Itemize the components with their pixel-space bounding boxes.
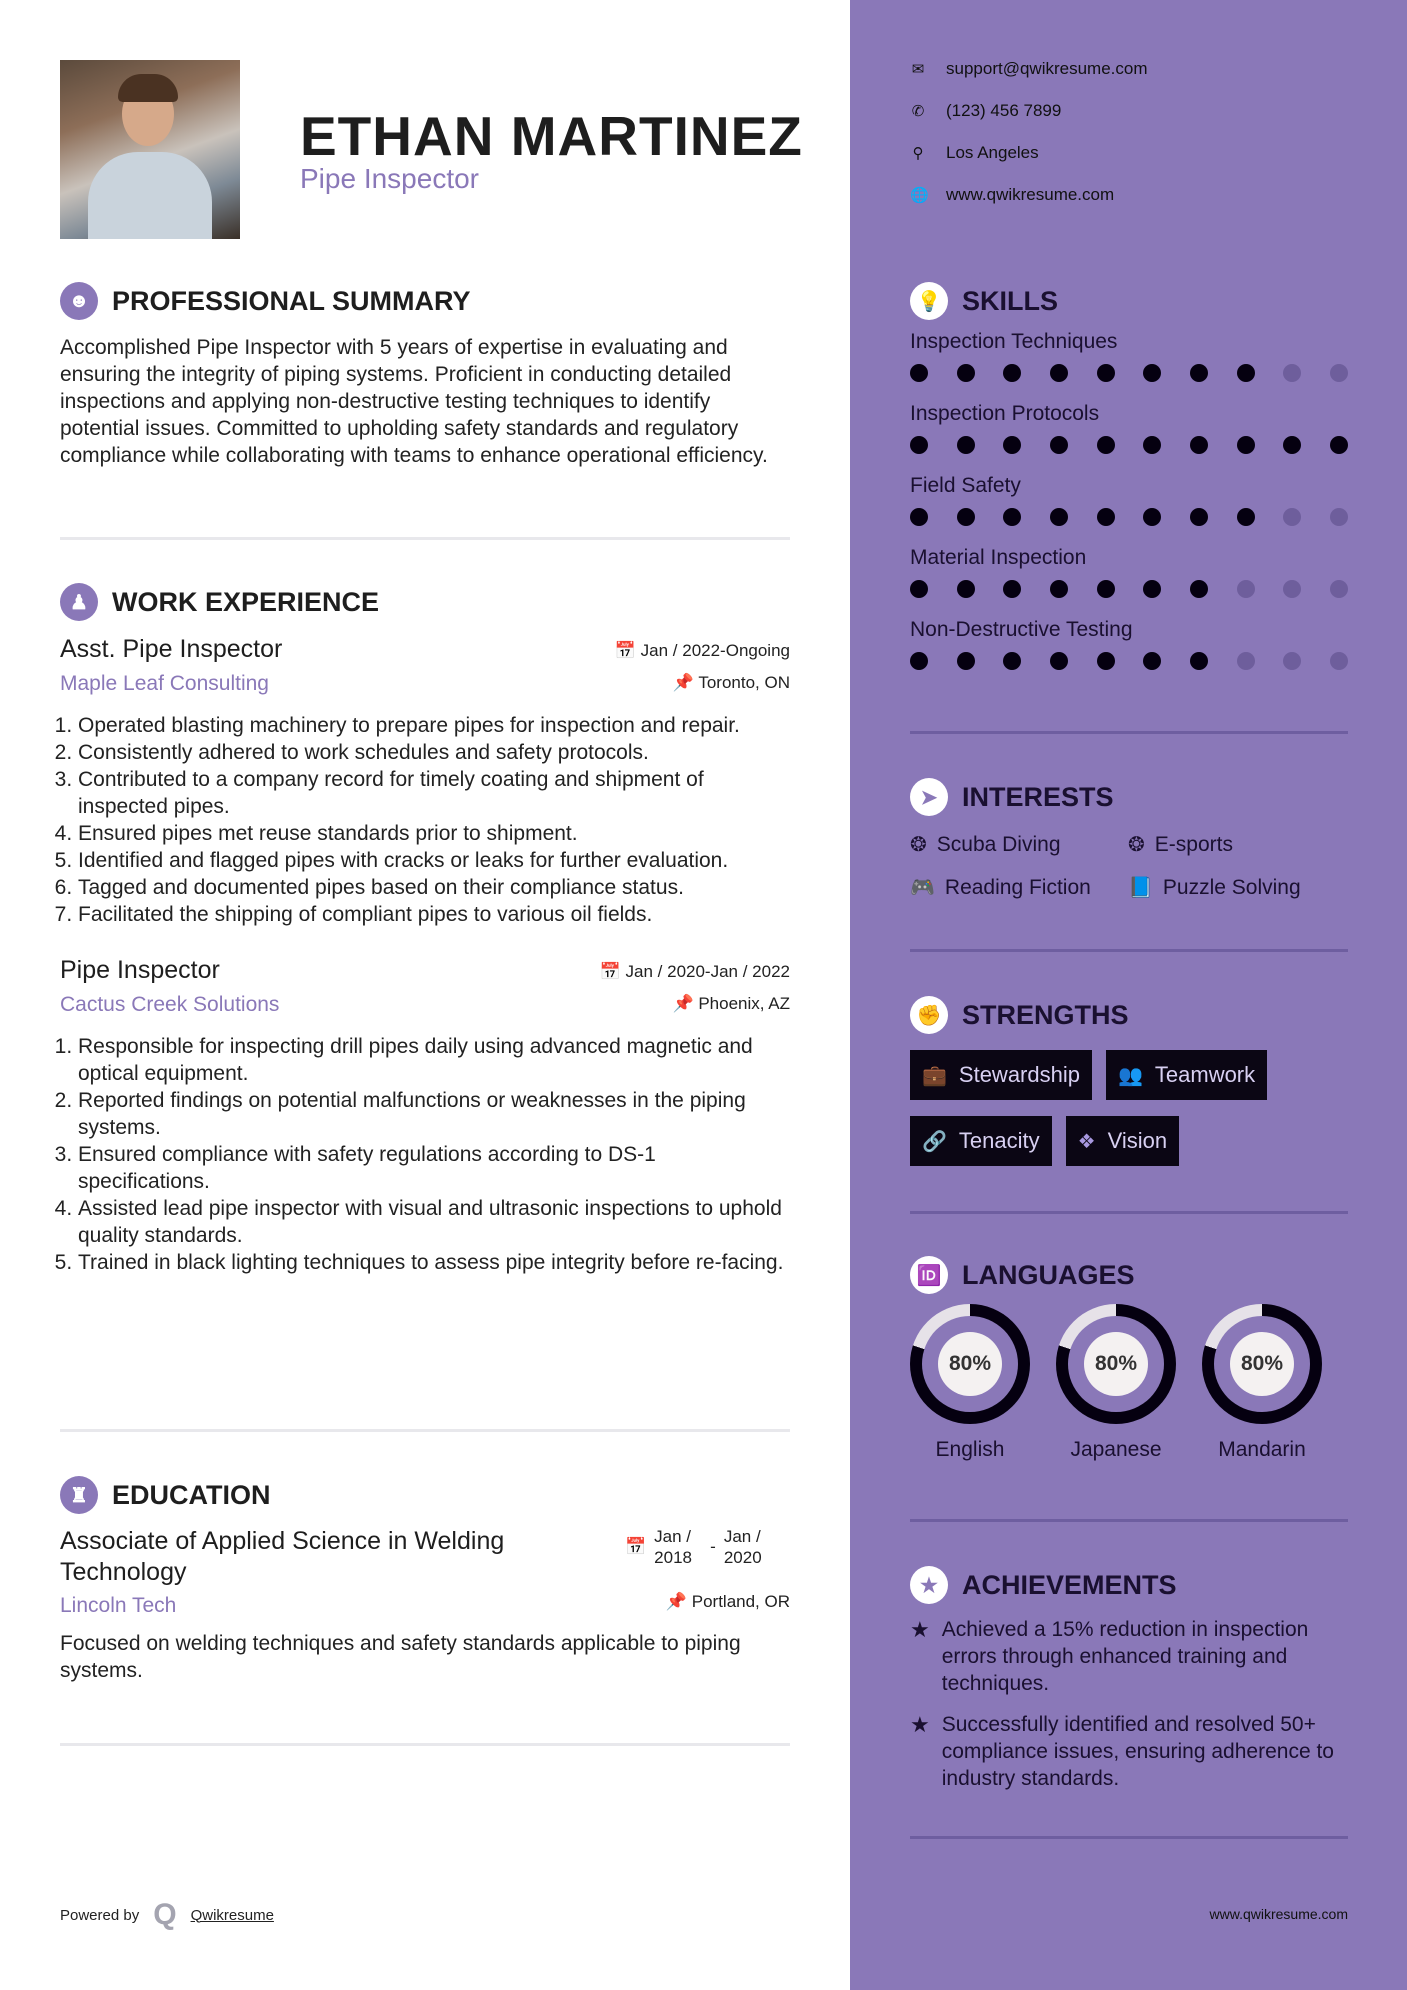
rating-dot-filled xyxy=(1237,364,1255,382)
experience-section xyxy=(60,583,790,1276)
job-location xyxy=(672,994,790,1014)
footer-url[interactable]: www.qwikresume.com xyxy=(1209,1906,1348,1922)
rating-dot-filled xyxy=(1003,508,1021,526)
language-name: Mandarin xyxy=(1218,1438,1306,1461)
star-icon: ★ xyxy=(910,1566,948,1604)
job-title: Asst. Pipe Inspector xyxy=(60,635,283,663)
divider xyxy=(910,1211,1348,1214)
bullet-item: 1. Responsible for inspecting drill pipes daily using advanced magnetic and optical equipment. xyxy=(78,1033,790,1087)
skill-name: Inspection Protocols xyxy=(910,402,1100,425)
language-name: English xyxy=(935,1438,1005,1461)
bullet-item: 5. Identified and flagged pipes with cracks or leaks for further evaluation. xyxy=(78,847,790,874)
dates-text: Jan / 2020-Jan / 2022 xyxy=(625,962,790,981)
profile-photo xyxy=(60,60,240,239)
contact-website[interactable] xyxy=(910,183,1148,207)
language-donut xyxy=(910,1304,1030,1424)
strengths-section xyxy=(910,996,1370,1166)
interest-item xyxy=(1128,875,1348,900)
rating-dot-filled xyxy=(957,364,975,382)
start-date: Jan / 2018 xyxy=(654,1527,692,1567)
strength-label: Tenacity xyxy=(958,1128,1040,1153)
rating-dot-filled xyxy=(957,580,975,598)
job-dates xyxy=(600,962,790,982)
contact-list xyxy=(910,57,1148,207)
candidate-title: Pipe Inspector xyxy=(300,163,479,194)
rating-dot-empty xyxy=(1330,580,1348,598)
qwikresume-logo: Q xyxy=(153,1898,177,1931)
email-text: support@qwikresume.com xyxy=(946,59,1148,78)
interests-section xyxy=(910,778,1370,900)
language-donut xyxy=(1056,1304,1176,1424)
lightbulb-icon: 💡 xyxy=(910,282,948,320)
achievement-text: Achieved a 15% reduction in inspection errors through enhanced training and techniques. xyxy=(941,1618,1309,1695)
rating-dot-filled xyxy=(1003,652,1021,670)
languages-section xyxy=(910,1256,1370,1462)
divider xyxy=(910,1836,1348,1839)
divider xyxy=(910,731,1348,734)
rating-dot-filled xyxy=(1097,436,1115,454)
shooting-star-icon: ★ xyxy=(910,1712,930,1737)
bullet-item: 7. Facilitated the shipping of compliant pipes to various oil fields. xyxy=(78,901,790,928)
bullet-item: 4. Ensured pipes met reuse standards prior to shipment. xyxy=(78,820,790,847)
skill-rating xyxy=(910,652,1348,670)
company-name: Maple Leaf Consulting xyxy=(60,672,269,695)
section-heading: LANGUAGES xyxy=(962,1259,1135,1290)
language-percent: 80% xyxy=(938,1332,1002,1396)
job-entry xyxy=(60,956,790,1276)
globe-icon: 🌐 xyxy=(910,187,929,204)
rating-dot-filled xyxy=(1003,364,1021,382)
rating-dot-empty xyxy=(1330,364,1348,382)
skill-rating xyxy=(910,580,1348,598)
rating-dot-filled xyxy=(1283,436,1301,454)
strength-chip xyxy=(1106,1050,1267,1100)
divider xyxy=(60,1743,790,1746)
language-donut xyxy=(1202,1304,1322,1424)
website-text: www.qwikresume.com xyxy=(946,185,1115,204)
section-heading: INTERESTS xyxy=(962,781,1114,812)
skill-name: Material Inspection xyxy=(910,546,1087,569)
rating-dot-filled xyxy=(1237,436,1255,454)
calendar-icon: 📅 xyxy=(625,1537,647,1556)
skill-item xyxy=(910,330,1348,382)
rating-dot-empty xyxy=(1237,652,1255,670)
skill-name: Inspection Techniques xyxy=(910,330,1118,353)
interest-item xyxy=(1128,832,1348,857)
briefcase-icon: 💼 xyxy=(922,1064,947,1087)
contact-location xyxy=(910,141,1148,165)
rating-dot-filled xyxy=(1097,580,1115,598)
degree: Associate of Applied Science in Welding Technology xyxy=(60,1527,505,1586)
language-percent: 80% xyxy=(1230,1332,1294,1396)
interest-label: Puzzle Solving xyxy=(1162,875,1301,899)
language-percent: 80% xyxy=(1084,1332,1148,1396)
rating-dot-filled xyxy=(1143,580,1161,598)
rating-dot-filled xyxy=(910,508,928,526)
bullet-item: 6. Tagged and documented pipes based on their compliance status. xyxy=(78,874,790,901)
rating-dot-filled xyxy=(1097,364,1115,382)
skill-item xyxy=(910,402,1348,454)
rating-dot-empty xyxy=(1283,364,1301,382)
user-icon: ☻ xyxy=(60,282,98,320)
phone-icon: ✆ xyxy=(911,103,925,120)
section-heading: EDUCATION xyxy=(112,1479,271,1510)
rating-dot-filled xyxy=(910,364,928,382)
strength-chip xyxy=(910,1116,1052,1166)
language-item xyxy=(1056,1304,1176,1462)
phone-text: (123) 456 7899 xyxy=(946,101,1062,120)
language-name: Japanese xyxy=(1070,1438,1162,1461)
candidate-name: ETHAN MARTINEZ xyxy=(300,105,803,167)
pin-icon: 📌 xyxy=(672,673,699,692)
link-icon: 🔗 xyxy=(922,1130,947,1153)
strength-chip xyxy=(910,1050,1092,1100)
sidebar xyxy=(850,0,1407,1990)
strength-chip xyxy=(1066,1116,1179,1166)
rating-dot-filled xyxy=(1050,364,1068,382)
location-text: Los Angeles xyxy=(946,143,1039,162)
book-icon: 📘 xyxy=(1128,877,1153,899)
achievement-item xyxy=(910,1616,1350,1697)
users-icon: 👥 xyxy=(1117,1064,1143,1087)
rating-dot-filled xyxy=(1190,580,1208,598)
education-section xyxy=(60,1476,790,1684)
shooting-star-icon: ★ xyxy=(910,1617,930,1642)
interest-label: Scuba Diving xyxy=(936,832,1061,856)
rating-dot-filled xyxy=(957,436,975,454)
qwikresume-link[interactable]: Qwikresume xyxy=(190,1906,274,1924)
rating-dot-filled xyxy=(1097,508,1115,526)
rating-dot-filled xyxy=(1050,508,1068,526)
calendar-icon: 📅 xyxy=(599,962,626,981)
rating-dot-empty xyxy=(1283,652,1301,670)
rating-dot-filled xyxy=(957,652,975,670)
interest-label: E-sports xyxy=(1154,832,1233,856)
company-name: Cactus Creek Solutions xyxy=(60,993,280,1016)
rating-dot-empty xyxy=(1283,580,1301,598)
rating-dot-filled xyxy=(910,652,928,670)
skill-rating xyxy=(910,436,1348,454)
binoculars-icon: ❖ xyxy=(1077,1130,1096,1153)
rating-dot-filled xyxy=(1190,652,1208,670)
rating-dot-empty xyxy=(1330,508,1348,526)
rating-dot-empty xyxy=(1330,652,1348,670)
interest-label: Reading Fiction xyxy=(944,875,1091,899)
bullet-item: 3. Ensured compliance with safety regulations according to DS-1 specifications. xyxy=(78,1141,790,1195)
rating-dot-filled xyxy=(1143,436,1161,454)
language-icon: 🆔 xyxy=(910,1256,948,1294)
bullet-item: 1. Operated blasting machinery to prepare pipes for inspection and repair. xyxy=(78,712,790,739)
section-heading: PROFESSIONAL SUMMARY xyxy=(112,285,471,316)
rating-dot-filled xyxy=(1190,508,1208,526)
envelope-icon: ✉ xyxy=(911,61,925,78)
powered-by-label: Powered by xyxy=(60,1906,140,1924)
strength-label: Stewardship xyxy=(958,1062,1080,1087)
location-text: Phoenix, AZ xyxy=(698,994,790,1013)
achievements-section xyxy=(910,1566,1350,1792)
interest-item xyxy=(910,832,1128,857)
skill-name: Field Safety xyxy=(910,474,1021,497)
rating-dot-filled xyxy=(1003,436,1021,454)
interest-item xyxy=(910,875,1128,900)
education-dates xyxy=(625,1526,772,1568)
life-ring-icon: ❂ xyxy=(910,834,927,856)
fist-icon: ✊ xyxy=(910,996,948,1034)
skill-name: Non-Destructive Testing xyxy=(910,618,1133,641)
location-text: Portland, OR xyxy=(691,1592,790,1611)
pin-icon: 📌 xyxy=(665,1592,692,1611)
divider xyxy=(60,1429,790,1432)
briefcase-user-icon: ♟ xyxy=(60,583,98,621)
job-title: Pipe Inspector xyxy=(60,956,220,984)
rating-dot-filled xyxy=(1330,436,1348,454)
achievement-item xyxy=(910,1711,1350,1792)
language-item xyxy=(910,1304,1030,1462)
rating-dot-filled xyxy=(1097,652,1115,670)
strength-label: Teamwork xyxy=(1154,1062,1256,1087)
graduate-icon: ♜ xyxy=(60,1476,98,1514)
date-separator: - xyxy=(710,1537,716,1556)
rating-dot-filled xyxy=(1050,652,1068,670)
rating-dot-filled xyxy=(1003,580,1021,598)
achievement-text: Successfully identified and resolved 50+ compliance issues, ensuring adherence to industry standards. xyxy=(941,1713,1334,1790)
end-date: Jan / 2020 xyxy=(723,1527,762,1567)
skill-item xyxy=(910,546,1348,598)
rating-dot-filled xyxy=(910,580,928,598)
language-item xyxy=(1202,1304,1322,1462)
rating-dot-filled xyxy=(1143,508,1161,526)
rating-dot-filled xyxy=(1190,364,1208,382)
bullet-item: 4. Assisted lead pipe inspector with visual and ultrasonic inspections to uphold quality standards. xyxy=(78,1195,790,1249)
strength-label: Vision xyxy=(1107,1128,1168,1153)
paper-plane-icon: ➤ xyxy=(910,778,948,816)
job-location xyxy=(673,673,790,693)
divider xyxy=(60,537,790,540)
rating-dot-filled xyxy=(910,436,928,454)
school: Lincoln Tech xyxy=(60,1594,177,1617)
divider xyxy=(910,949,1348,952)
rating-dot-filled xyxy=(1237,508,1255,526)
pin-icon: 📌 xyxy=(672,994,699,1013)
education-description: Focused on welding techniques and safety standards applicable to piping systems. xyxy=(60,1632,741,1682)
section-heading: SKILLS xyxy=(962,285,1059,316)
rating-dot-empty xyxy=(1283,508,1301,526)
skills-section xyxy=(910,282,1348,670)
skill-rating xyxy=(910,508,1348,526)
life-ring-icon: ❂ xyxy=(1128,834,1145,856)
rating-dot-filled xyxy=(1050,580,1068,598)
rating-dot-filled xyxy=(1050,436,1068,454)
job-dates xyxy=(615,641,790,661)
footer-powered xyxy=(60,1898,274,1932)
location-text: Toronto, ON xyxy=(698,673,790,692)
rating-dot-filled xyxy=(1190,436,1208,454)
section-heading: WORK EXPERIENCE xyxy=(112,586,380,617)
contact-phone xyxy=(910,99,1148,123)
job-bullets xyxy=(60,1033,790,1276)
section-heading: ACHIEVEMENTS xyxy=(962,1569,1177,1600)
skill-item xyxy=(910,618,1348,670)
section-heading: STRENGTHS xyxy=(962,999,1129,1030)
gamepad-icon: 🎮 xyxy=(910,877,935,899)
skill-rating xyxy=(910,364,1348,382)
bullet-item: 2. Reported findings on potential malfunctions or weaknesses in the piping systems. xyxy=(78,1087,790,1141)
bullet-item: 2. Consistently adhered to work schedules and safety protocols. xyxy=(78,739,790,766)
contact-email[interactable] xyxy=(910,57,1148,81)
divider xyxy=(910,1519,1348,1522)
summary-section xyxy=(60,282,790,469)
bullet-item: 3. Contributed to a company record for timely coating and shipment of inspected pipes. xyxy=(78,766,790,820)
dates-text: Jan / 2022-Ongoing xyxy=(640,641,790,660)
rating-dot-filled xyxy=(1143,364,1161,382)
education-location xyxy=(666,1592,790,1612)
summary-text: Accomplished Pipe Inspector with 5 years of expertise in evaluating and ensuring the integrity of piping systems. Proficient in conducting detailed inspections and applying non-destructive testing techniques to identify potential issues. Committed to upholding safety standards and regulatory compliance while collaborating with teams to enhance operational efficiency. xyxy=(60,336,768,467)
skill-item xyxy=(910,474,1348,526)
bullet-item: 5. Trained in black lighting techniques to assess pipe integrity before re-facing. xyxy=(78,1249,790,1276)
rating-dot-filled xyxy=(1143,652,1161,670)
rating-dot-filled xyxy=(957,508,975,526)
rating-dot-empty xyxy=(1237,580,1255,598)
calendar-icon: 📅 xyxy=(614,641,641,660)
job-bullets xyxy=(60,712,790,928)
map-marker-icon: ⚲ xyxy=(912,145,924,162)
job-entry xyxy=(60,635,790,928)
